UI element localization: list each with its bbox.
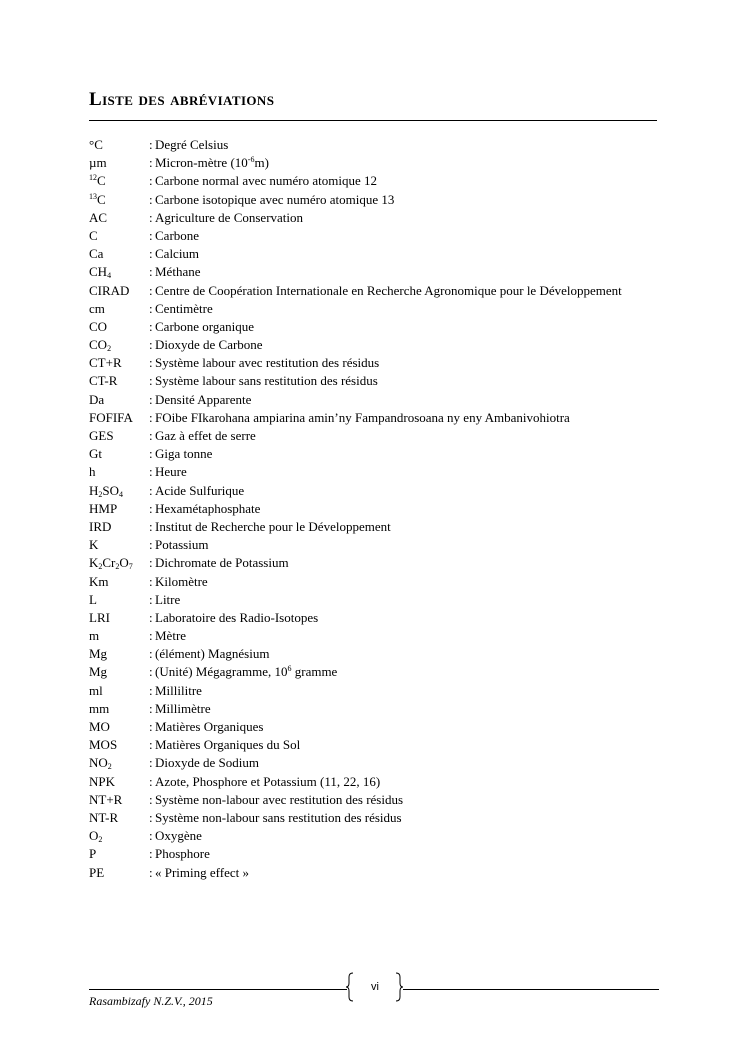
list-item [89, 227, 669, 245]
list-item [89, 554, 669, 572]
list-item [89, 463, 669, 481]
abbreviation-term: MO [89, 719, 110, 734]
list-item [89, 372, 669, 390]
abbreviation-term: FOFIFA [89, 409, 133, 425]
list-item [89, 136, 669, 154]
abbreviation-definition: Carbone organique [155, 318, 255, 334]
abbreviation-term: P [89, 846, 97, 862]
abbreviation-term: NT+R [89, 791, 123, 807]
list-item [89, 536, 669, 554]
list-item [89, 409, 669, 427]
abbreviation-definition: Giga tonne [155, 446, 213, 462]
separator: : [149, 137, 153, 152]
abbreviation-term: $^{12}$C [89, 173, 106, 189]
abbreviation-definition: Heure [155, 464, 187, 480]
abbreviation-term: HMP [89, 500, 118, 516]
list-item [89, 282, 669, 300]
abbreviation-term: CT+R [89, 355, 122, 371]
abbreviation-definition: « Priming effect » [155, 864, 249, 880]
list-item [89, 518, 669, 536]
title-divider [89, 120, 657, 121]
separator: : [149, 337, 153, 353]
abbreviation-definition: Calcium [155, 246, 200, 262]
separator: : [149, 828, 153, 844]
abbreviation-term: CT-R [89, 373, 118, 389]
abbreviation-term: Ca [89, 246, 104, 262]
abbreviation-term: $CH_4$ [89, 264, 112, 281]
separator: : [149, 482, 153, 498]
list-item [89, 573, 669, 591]
separator: : [149, 591, 153, 607]
abbreviation-definition: Système non-labour sans restitution des résidus [155, 809, 402, 825]
abbreviation-term: L [89, 591, 97, 607]
separator: : [149, 664, 153, 680]
list-item [89, 354, 669, 372]
abbreviation-term: C [89, 227, 98, 243]
abbreviation-term: IRD [89, 518, 112, 534]
right-brace-icon [394, 972, 404, 1002]
abbreviation-term: CIRAD [89, 282, 130, 298]
separator: : [149, 628, 153, 644]
abbreviation-term: h [89, 464, 96, 480]
abbreviation-term: mm [89, 700, 110, 716]
abbreviation-definition: Degré Celsius [155, 137, 229, 152]
abbreviation-definition: Système labour sans restitution des résidus [155, 373, 378, 389]
abbreviation-definition: Système labour avec restitution des résidus [155, 355, 380, 371]
abbreviation-term: °C [89, 137, 103, 152]
separator: : [149, 537, 153, 553]
list-item [89, 754, 669, 772]
list-item [89, 663, 669, 681]
separator: : [149, 227, 153, 243]
list-item [89, 300, 669, 318]
abbreviation-definition: Méthane [155, 264, 201, 280]
list-item [89, 609, 669, 627]
abbreviation-term: GES [89, 428, 114, 443]
abbreviation-term: $H_2SO_4$ [89, 482, 124, 499]
list-item [89, 445, 669, 463]
abbreviation-definition: Laboratoire des Radio-Isotopes [155, 609, 319, 625]
abbreviation-definition: (Unité) Mégagramme, $10^6$ gramme [155, 664, 338, 680]
separator: : [149, 428, 153, 443]
separator: : [149, 191, 153, 207]
abbreviation-term: CO [89, 318, 108, 334]
list-item [89, 809, 669, 827]
separator: : [149, 464, 153, 480]
separator: : [149, 300, 153, 316]
separator: : [149, 791, 153, 807]
list-item [89, 336, 669, 354]
list-item [89, 391, 669, 409]
separator: : [149, 500, 153, 516]
abbreviation-term: ml [89, 682, 103, 698]
abbreviation-definition: Millimètre [155, 700, 211, 716]
page-number: vi [371, 981, 379, 993]
abbreviation-definition: Carbone isotopique avec numéro atomique 13 [155, 191, 395, 207]
abbreviation-term: Da [89, 391, 105, 407]
separator: : [149, 755, 153, 771]
footer-divider-left [89, 989, 347, 990]
abbreviation-definition: Micron-mètre $(10^{-6}m)$ [155, 155, 269, 171]
separator: : [149, 409, 153, 425]
separator: : [149, 864, 153, 880]
list-item [89, 718, 669, 736]
abbreviation-definition: Densité Apparente [155, 391, 252, 407]
separator: : [149, 391, 153, 407]
list-item [89, 591, 669, 609]
list-item [89, 172, 669, 190]
abbreviation-term: MOS [89, 737, 118, 753]
separator: : [149, 264, 153, 280]
separator: : [149, 646, 153, 662]
abbreviation-term: AC [89, 209, 108, 225]
abbreviation-definition: Agriculture de Conservation [155, 209, 304, 225]
list-item [89, 791, 669, 809]
abbreviation-definition: Hexamétaphosphate [155, 500, 261, 516]
abbreviation-term: m [89, 628, 100, 644]
abbreviation-definition: Litre [155, 591, 181, 607]
footer-divider-right [403, 989, 659, 990]
separator: : [149, 209, 153, 225]
separator: : [149, 282, 153, 298]
separator: : [149, 318, 153, 334]
list-item [89, 645, 669, 663]
abbreviation-definition: Kilomètre [155, 573, 208, 589]
list-item [89, 864, 669, 882]
separator: : [149, 555, 153, 571]
abbreviation-term: $NO_2$ [89, 755, 112, 772]
list-item [89, 427, 669, 445]
abbreviation-term: Mg [89, 646, 108, 662]
list-item [89, 682, 669, 700]
abbreviation-term: Km [89, 573, 109, 589]
list-item [89, 700, 669, 718]
abbreviation-definition: Acide Sulfurique [155, 482, 245, 498]
abbreviation-definition: Dichromate de Potassium [155, 555, 289, 571]
list-item [89, 482, 669, 500]
separator: : [149, 700, 153, 716]
separator: : [149, 173, 153, 189]
separator: : [149, 518, 153, 534]
left-brace-icon [345, 972, 355, 1002]
list-item [89, 736, 669, 754]
abbreviation-definition: Carbone normal avec numéro atomique 12 [155, 173, 378, 189]
abbreviation-term: NPK [89, 773, 116, 789]
abbreviation-term: cm [89, 300, 105, 316]
abbreviation-term: Mg [89, 664, 108, 680]
list-item [89, 845, 669, 863]
page-title: Liste des abréviations [89, 89, 275, 110]
list-item [89, 773, 669, 791]
abbreviation-definition: Potassium [155, 537, 209, 553]
separator: : [149, 373, 153, 389]
abbreviation-definition: Oxygène [155, 828, 202, 844]
abbreviation-term: µm [89, 155, 107, 171]
abbreviation-definition: Matières Organiques [155, 719, 264, 734]
abbreviation-term: $O_2$ [89, 828, 103, 845]
list-item [89, 209, 669, 227]
abbreviation-definition: FOibe FIkarohana ampiarina amin’ny Fampandrosoana ny eny Ambanivohiotra [155, 409, 570, 425]
abbreviation-term: $^{13}$C [89, 191, 106, 207]
separator: : [149, 573, 153, 589]
abbreviation-definition: Dioxyde de Sodium [155, 755, 259, 771]
abbreviation-term: PE [89, 864, 105, 880]
separator: : [149, 155, 153, 171]
abbreviation-term: $K_2Cr_2O_7$ [89, 555, 133, 572]
separator: : [149, 719, 153, 734]
abbreviation-definition: Dioxyde de Carbone [155, 337, 263, 353]
separator: : [149, 737, 153, 753]
separator: : [149, 846, 153, 862]
abbreviation-definition: Gaz à effet de serre [155, 428, 256, 443]
separator: : [149, 246, 153, 262]
abbreviation-definition: Centimètre [155, 300, 213, 316]
abbreviation-term: K [89, 537, 99, 553]
abbreviation-definition: Matières Organiques du Sol [155, 737, 301, 753]
abbreviation-definition: (élément) Magnésium [155, 646, 270, 662]
separator: : [149, 609, 153, 625]
list-item [89, 263, 669, 281]
abbreviation-definition: Mètre [155, 628, 187, 644]
abbreviation-definition: Système non-labour avec restitution des résidus [155, 791, 404, 807]
list-item [89, 191, 669, 209]
list-item [89, 500, 669, 518]
abbreviation-term: Gt [89, 446, 102, 462]
separator: : [149, 682, 153, 698]
abbreviation-definition: Azote, Phosphore et Potassium (11, 22, 16) [155, 773, 381, 789]
list-item [89, 827, 669, 845]
abbreviation-term: LRI [89, 609, 110, 625]
abbreviation-definition: Centre de Coopération Internationale en Recherche Agronomique pour le Développement [155, 282, 622, 298]
abbreviation-term: $CO_2$ [89, 337, 112, 354]
separator: : [149, 809, 153, 825]
abbreviation-definition: Phosphore [155, 846, 210, 862]
abbreviation-definition: Millilitre [155, 682, 202, 698]
list-item [89, 318, 669, 336]
separator: : [149, 773, 153, 789]
abbreviation-definition: Institut de Recherche pour le Développement [155, 518, 391, 534]
abbreviation-term: NT-R [89, 809, 119, 825]
list-item [89, 154, 669, 172]
abbreviation-list [89, 136, 669, 882]
abbreviation-definition: Carbone [155, 227, 200, 243]
list-item [89, 245, 669, 263]
separator: : [149, 446, 153, 462]
separator: : [149, 355, 153, 371]
list-item [89, 627, 669, 645]
footer-author: Rasambizafy N.Z.V., 2015 [89, 994, 213, 1008]
